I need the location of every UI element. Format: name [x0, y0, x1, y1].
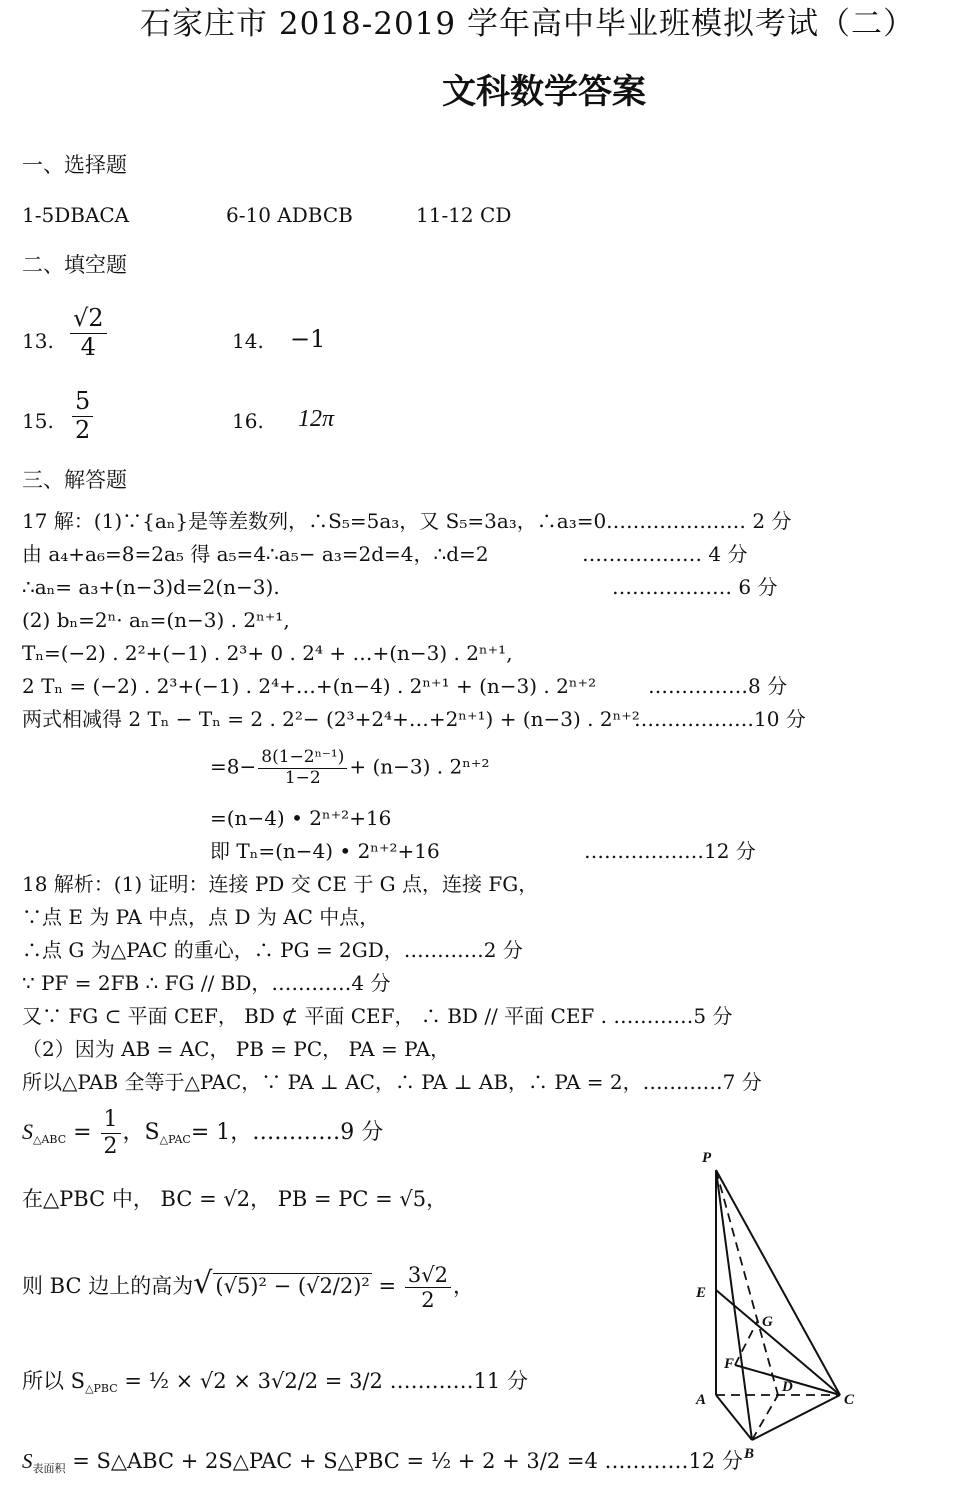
p17-line2-points: ……………… 4 分	[582, 542, 748, 566]
p17-line7-points: ………………10 分	[634, 707, 806, 731]
p18-line11-prefix: 所以 S	[22, 1369, 86, 1393]
p17-line6-points: ……………8 分	[648, 674, 788, 698]
pyramid-figure	[680, 1140, 880, 1470]
p18-line11-expression: = ½ × √2 × 3√2/2 = 3/2	[124, 1369, 383, 1393]
page-title: 石家庄市 2018-2019 学年高中毕业班模拟考试（二）	[140, 6, 915, 42]
q16-answer: 12π	[298, 406, 335, 432]
p17-line3: ∴aₙ= a₃+(n−3)d=2(n−3).	[22, 575, 280, 599]
label-f: F	[724, 1356, 735, 1372]
p18-line3: ∴点 G 为△PAC 的重心，∴ PG = 2GD，…………2 分	[22, 938, 523, 962]
p18-line2: ∵点 E 为 PA 中点，点 D 为 AC 中点，	[22, 905, 380, 929]
p17-line6: 2 Tₙ = (−2) . 2³+(−1) . 2⁴+…+(n−4) . 2ⁿ⁺¹ + (n−3) . 2ⁿ⁺²	[22, 674, 597, 698]
section-solve-heading: 三、解答题	[22, 468, 127, 492]
p17-line1-points: ………………… 2 分	[606, 509, 792, 533]
p17-line10-points: ………………12 分	[584, 839, 756, 863]
p18-line6: （2）因为 AB = AC， PB = PC， PA = PA，	[22, 1037, 451, 1061]
q16-label: 16.	[232, 409, 264, 433]
choice-answers-1: 1-5DBACA	[22, 203, 130, 227]
p17-line8-suffix: + (n−3) . 2ⁿ⁺²	[349, 754, 490, 779]
q15-numerator: 5	[72, 388, 93, 417]
p17-line4: (2) bₙ=2ⁿ· aₙ=(n−3) . 2ⁿ⁺¹,	[22, 608, 290, 632]
q13-numerator: √2	[70, 305, 107, 334]
p18-line10: 则 BC 边上的高为√ (√5)² − (√2/2)² = $\frac{3√2}{2}$ ，	[22, 1262, 474, 1312]
p18-line10-denominator: 2	[421, 1288, 435, 1312]
p17-line2: 由 a₄+a₆=8=2a₅ 得 a₅=4∴a₅− a₃=2d=4，∴d=2	[22, 542, 489, 566]
p17-line5: Tₙ=(−2) . 2²+(−1) . 2³+ 0 . 2⁴ + …+(n−3) . 2ⁿ⁺¹,	[22, 641, 513, 665]
section-choice-heading: 一、选择题	[22, 153, 127, 177]
p18-line9: 在△PBC 中， BC = √2， PB = PC = √5，	[22, 1187, 448, 1211]
p18-line12-expression: = S△ABC + 2S△PAC + S△PBC = ½ + 2 + 3/2 =4	[72, 1449, 598, 1473]
page-subtitle: 文科数学答案	[442, 72, 646, 112]
p18-line10-numerator: 3√2	[405, 1263, 451, 1288]
p17-line8	[210, 748, 489, 788]
label-c: C	[844, 1392, 855, 1408]
p18-line8-numerator: 1	[101, 1107, 121, 1133]
p18-line10-radicand: (√5)² − (√2/2)²	[215, 1274, 370, 1298]
p18-line1: 18 解析：(1) 证明：连接 PD 交 CE 于 G 点，连接 FG，	[22, 872, 539, 896]
p18-line8-value: = 1，…………9 分	[190, 1120, 384, 1145]
p17-line7: 两式相减得 2 Tₙ − Tₙ = 2 . 2²− (2³+2⁴+…+2ⁿ⁺¹) + (n−3) . 2ⁿ⁺²	[22, 707, 640, 731]
q13-answer	[68, 305, 109, 361]
p17-line3-points: ……………… 6 分	[612, 575, 778, 599]
q13-denominator: 4	[80, 332, 96, 361]
edge-bc	[752, 1395, 840, 1440]
p18-line12-s: S	[22, 1449, 33, 1473]
label-a: A	[696, 1392, 707, 1408]
edge-pc	[716, 1170, 840, 1395]
label-g: G	[762, 1314, 773, 1330]
p17-line10: 即 Tₙ=(n−4) • 2ⁿ⁺²+16	[210, 839, 440, 863]
q14-label: 14.	[232, 329, 264, 353]
p17-line8-prefix: =8−	[210, 754, 257, 779]
p18-line5: 又∵ FG ⊂ 平面 CEF， BD ⊄ 平面 CEF， ∴ BD // 平面 CEF . …………5 分	[22, 1004, 733, 1028]
label-p: P	[702, 1150, 712, 1166]
p18-line12-points: …………12 分	[604, 1449, 743, 1473]
p18-line8-s-abc: S	[22, 1119, 33, 1144]
p17-line8-numerator: 8(1−2ⁿ⁻¹)	[258, 748, 347, 769]
p18-line8-equals: =	[73, 1120, 92, 1145]
p17-line9: =(n−4) • 2ⁿ⁺²+16	[210, 806, 392, 830]
p18-line10-end: ，	[452, 1274, 474, 1298]
p18-line8-sub-abc: △ABC	[33, 1133, 67, 1146]
p18-line10-prefix: 则 BC 边上的高为	[22, 1274, 194, 1298]
p18-line8-denominator: 2	[103, 1133, 118, 1159]
p18-line12-sub: 表面积	[32, 1462, 66, 1475]
p18-line12	[22, 1446, 743, 1484]
section-fill-heading: 二、填空题	[22, 253, 127, 277]
q15-label: 15.	[22, 409, 54, 433]
p18-line8-s-pac: ，S	[122, 1120, 160, 1145]
segment-ec	[716, 1290, 840, 1395]
p18-line8	[22, 1104, 383, 1168]
p18-line4: ∵ PF = 2FB ∴ FG // BD，…………4 分	[22, 971, 391, 995]
q15-answer	[70, 388, 95, 444]
p18-line10-equals: =	[378, 1274, 397, 1298]
p18-line11-sub: △PBC	[85, 1382, 118, 1395]
label-d: D	[782, 1379, 793, 1395]
q13-label: 13.	[22, 329, 54, 353]
p18-line7: 所以△PAB 全等于△PAC，∵ PA ⊥ AC，∴ PA ⊥ AB，∴ PA = 2，…………7 分	[22, 1070, 762, 1094]
label-b: B	[744, 1446, 755, 1462]
p17-line1: 17 解：(1)∵{aₙ}是等差数列，∴S₅=5a₃，又 S₅=3a₃，∴a₃=0	[22, 509, 607, 533]
p18-line11-points: …………11 分	[389, 1369, 528, 1393]
label-e: E	[696, 1285, 707, 1301]
choice-answers-3: 11-12 CD	[416, 203, 512, 227]
p17-line8-denominator: 1−2	[284, 767, 321, 788]
q15-denominator: 2	[75, 415, 91, 444]
q14-answer: −1	[290, 325, 326, 353]
choice-answers-2: 6-10 ADBCB	[226, 203, 353, 227]
p18-line11	[22, 1366, 528, 1404]
p18-line8-sub-pac: △PAC	[159, 1133, 191, 1146]
